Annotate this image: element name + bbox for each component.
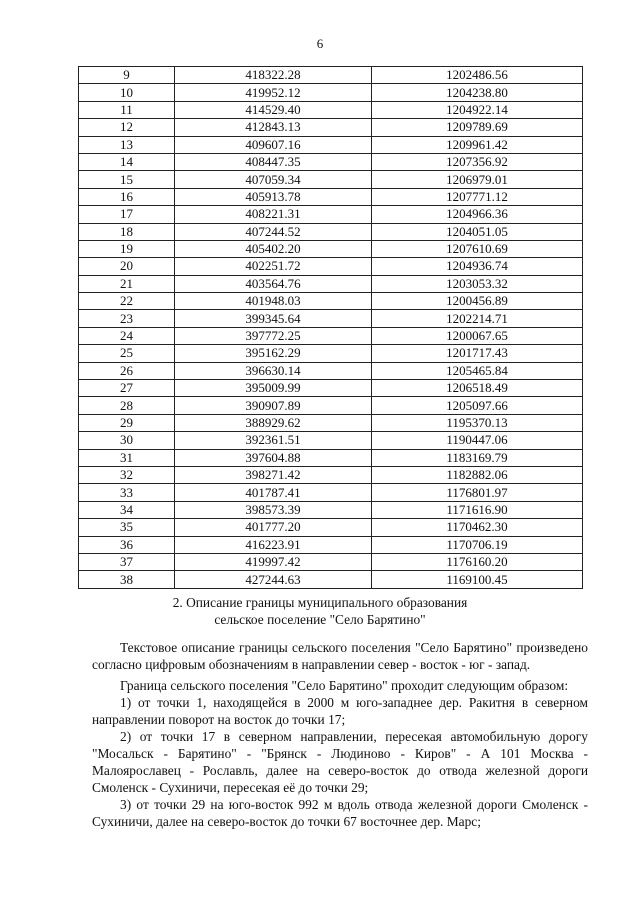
x-coordinate-cell: 405913.78 (175, 188, 372, 205)
table-row (79, 362, 583, 379)
paragraph-segment-3: 3) от точки 29 на юго-восток 992 м вдоль отвода железной дороги Смоленск - Сухиничи, далее на северо-восток до точки 67 восточнее дер. Марс; (92, 797, 588, 829)
x-coordinate-cell: 401777.20 (175, 519, 372, 536)
point-number-cell: 14 (79, 153, 175, 170)
point-number-cell: 32 (79, 466, 175, 483)
point-number-cell: 23 (79, 310, 175, 327)
table-row (79, 240, 583, 257)
point-number-cell: 26 (79, 362, 175, 379)
table-row (79, 293, 583, 310)
table-row (79, 206, 583, 223)
point-number-cell: 20 (79, 258, 175, 275)
table-row (79, 119, 583, 136)
table-row (79, 432, 583, 449)
x-coordinate-cell: 398573.39 (175, 501, 372, 518)
y-coordinate-cell: 1202214.71 (372, 310, 583, 327)
point-number-cell: 35 (79, 519, 175, 536)
section-title (0, 594, 640, 628)
y-coordinate-cell: 1205465.84 (372, 362, 583, 379)
y-coordinate-cell: 1202486.56 (372, 67, 583, 84)
table-row (79, 414, 583, 431)
point-number-cell: 24 (79, 327, 175, 344)
x-coordinate-cell: 427244.63 (175, 571, 372, 588)
y-coordinate-cell: 1203053.32 (372, 275, 583, 292)
y-coordinate-cell: 1195370.13 (372, 414, 583, 431)
y-coordinate-cell: 1200456.89 (372, 293, 583, 310)
point-number-cell: 21 (79, 275, 175, 292)
point-number-cell: 9 (79, 67, 175, 84)
y-coordinate-cell: 1209789.69 (372, 119, 583, 136)
point-number-cell: 29 (79, 414, 175, 431)
table-row (79, 466, 583, 483)
x-coordinate-cell: 412843.13 (175, 119, 372, 136)
table-row (79, 188, 583, 205)
table-row (79, 67, 583, 84)
x-coordinate-cell: 414529.40 (175, 101, 372, 118)
y-coordinate-cell: 1176160.20 (372, 553, 583, 570)
boundary-description (92, 639, 588, 830)
y-coordinate-cell: 1204238.80 (372, 84, 583, 101)
table-row (79, 345, 583, 362)
y-coordinate-cell: 1190447.06 (372, 432, 583, 449)
paragraph-intro: Текстовое описание границы сельского поселения "Село Барятино" произведено согласно цифровым обозначениям в направлении север - восток - юг - запад. (92, 640, 588, 672)
table-row (79, 484, 583, 501)
x-coordinate-cell: 397772.25 (175, 327, 372, 344)
point-number-cell: 10 (79, 84, 175, 101)
table-row (79, 397, 583, 414)
y-coordinate-cell: 1176801.97 (372, 484, 583, 501)
y-coordinate-cell: 1170706.19 (372, 536, 583, 553)
x-coordinate-cell: 396630.14 (175, 362, 372, 379)
x-coordinate-cell: 395009.99 (175, 380, 372, 397)
x-coordinate-cell: 392361.51 (175, 432, 372, 449)
paragraph-segment-1: 1) от точки 1, находящейся в 2000 м юго-западнее дер. Ракитня в северном направлении поворот на восток до точки 17; (92, 695, 588, 727)
point-number-cell: 22 (79, 293, 175, 310)
x-coordinate-cell: 407059.34 (175, 171, 372, 188)
y-coordinate-cell: 1207610.69 (372, 240, 583, 257)
point-number-cell: 38 (79, 571, 175, 588)
x-coordinate-cell: 399345.64 (175, 310, 372, 327)
section-title-line-1: 2. Описание границы муниципального образования (172, 595, 468, 610)
table-row (79, 519, 583, 536)
point-number-cell: 19 (79, 240, 175, 257)
page-number: 6 (316, 36, 324, 51)
y-coordinate-cell: 1204051.05 (372, 223, 583, 240)
y-coordinate-cell: 1204936.74 (372, 258, 583, 275)
y-coordinate-cell: 1209961.42 (372, 136, 583, 153)
table-row (79, 136, 583, 153)
table-row (79, 258, 583, 275)
table-row (79, 536, 583, 553)
y-coordinate-cell: 1182882.06 (372, 466, 583, 483)
point-number-cell: 36 (79, 536, 175, 553)
x-coordinate-cell: 407244.52 (175, 223, 372, 240)
point-number-cell: 30 (79, 432, 175, 449)
point-number-cell: 12 (79, 119, 175, 136)
point-number-cell: 13 (79, 136, 175, 153)
table-row (79, 171, 583, 188)
paragraph-segment-2: 2) от точки 17 в северном направлении, пересекая автомобильную дорогу "Мосальск - Барятино" - "Брянск - Людиново - Киров" - А 101 Москва - Малоярославец - Рославль, далее на северо-восток до отвода железной дороги Смоленск - Сухиничи, пересекая её до точки 29; (92, 729, 588, 795)
table-row (79, 553, 583, 570)
point-number-cell: 37 (79, 553, 175, 570)
table-row (79, 571, 583, 588)
y-coordinate-cell: 1201717.43 (372, 345, 583, 362)
point-number-cell: 28 (79, 397, 175, 414)
x-coordinate-cell: 398271.42 (175, 466, 372, 483)
x-coordinate-cell: 416223.91 (175, 536, 372, 553)
y-coordinate-cell: 1206979.01 (372, 171, 583, 188)
x-coordinate-cell: 397604.88 (175, 449, 372, 466)
point-number-cell: 31 (79, 449, 175, 466)
point-number-cell: 17 (79, 206, 175, 223)
table-row (79, 310, 583, 327)
y-coordinate-cell: 1207356.92 (372, 153, 583, 170)
point-number-cell: 18 (79, 223, 175, 240)
point-number-cell: 27 (79, 380, 175, 397)
x-coordinate-cell: 402251.72 (175, 258, 372, 275)
point-number-cell: 33 (79, 484, 175, 501)
x-coordinate-cell: 409607.16 (175, 136, 372, 153)
x-coordinate-cell: 388929.62 (175, 414, 372, 431)
table-row (79, 501, 583, 518)
y-coordinate-cell: 1204966.36 (372, 206, 583, 223)
paragraph-route-intro: Граница сельского поселения "Село Барятино" проходит следующим образом: (120, 678, 569, 693)
y-coordinate-cell: 1207771.12 (372, 188, 583, 205)
point-number-cell: 11 (79, 101, 175, 118)
y-coordinate-cell: 1170462.30 (372, 519, 583, 536)
y-coordinate-cell: 1200067.65 (372, 327, 583, 344)
x-coordinate-cell: 405402.20 (175, 240, 372, 257)
x-coordinate-cell: 401787.41 (175, 484, 372, 501)
table-row (79, 449, 583, 466)
x-coordinate-cell: 418322.28 (175, 67, 372, 84)
table-row (79, 223, 583, 240)
table-row (79, 275, 583, 292)
x-coordinate-cell: 395162.29 (175, 345, 372, 362)
y-coordinate-cell: 1169100.45 (372, 571, 583, 588)
table-row (79, 101, 583, 118)
point-number-cell: 34 (79, 501, 175, 518)
x-coordinate-cell: 390907.89 (175, 397, 372, 414)
table-row (79, 153, 583, 170)
y-coordinate-cell: 1183169.79 (372, 449, 583, 466)
point-number-cell: 25 (79, 345, 175, 362)
x-coordinate-cell: 419997.42 (175, 553, 372, 570)
x-coordinate-cell: 408221.31 (175, 206, 372, 223)
y-coordinate-cell: 1205097.66 (372, 397, 583, 414)
y-coordinate-cell: 1171616.90 (372, 501, 583, 518)
table-row (79, 380, 583, 397)
coordinates-table (78, 66, 583, 589)
point-number-cell: 16 (79, 188, 175, 205)
section-title-line-2: сельское поселение "Село Барятино" (214, 612, 426, 627)
x-coordinate-cell: 403564.76 (175, 275, 372, 292)
x-coordinate-cell: 419952.12 (175, 84, 372, 101)
x-coordinate-cell: 408447.35 (175, 153, 372, 170)
table-row (79, 84, 583, 101)
point-number-cell: 15 (79, 171, 175, 188)
y-coordinate-cell: 1204922.14 (372, 101, 583, 118)
y-coordinate-cell: 1206518.49 (372, 380, 583, 397)
table-row (79, 327, 583, 344)
x-coordinate-cell: 401948.03 (175, 293, 372, 310)
